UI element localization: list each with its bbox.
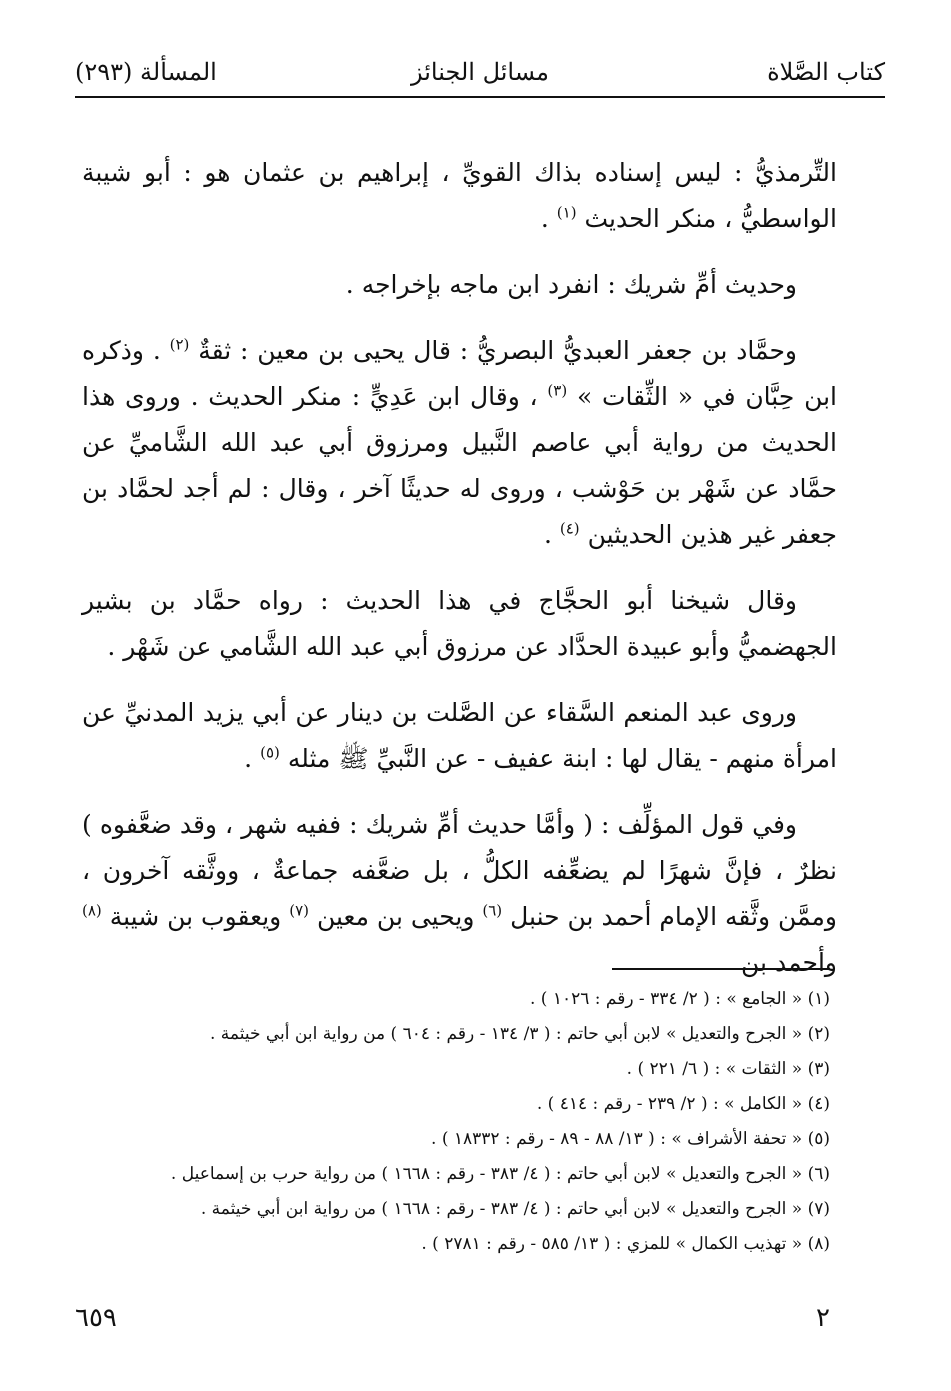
footnote-6: (٦) « الجرح والتعديل » لابن أبي حاتم : ( ٤/ ٣٨٣ - رقم : ١٦٦٨ ) من رواية حرب بن إسماعيل .: [170, 1164, 830, 1184]
footnote-rule: [612, 968, 830, 970]
footnote-ref: (٦): [482, 901, 503, 920]
header-rule: [75, 96, 885, 98]
paragraph-2: وحديث أمِّ شريك : انفرد ابن ماجه بإخراجه .: [345, 270, 797, 299]
footnote-ref: (٧): [289, 901, 309, 920]
footnote-5: (٥) « تحفة الأشراف » : ( ١٣/ ٨٨ - ٨٩ - رقم : ١٨٣٣٢ ) .: [431, 1129, 830, 1149]
footnote-2: (٢) « الجرح والتعديل » لابن أبي حاتم : ( ٣/ ١٣٤ - رقم : ٦٠٤ ) من رواية ابن أبي خيثمة .: [209, 1024, 830, 1044]
paragraph-3: وحمَّاد بن جعفر العبديُّ البصريُّ : قال يحيى بن معين : ثقةٌ $^{(٢)}$ . وذكره ابن حِبَّان في « الثِّقات » $^{(٣)}$ ، وقال ابن عَدِيٍّ : منكر الحديث . وروى هذا الحديث من رواية أبي عاصم النَّبيل ومرزوق أبي عبد الله الشَّاميِّ عن حمَّاد عن شَهْر بن حَوْشب ، وروى له حديثًا آخر ، وقال : لم أجد لحمَّاد بن جعفر غير هذين الحديثين $^{(٤)}$ .: [82, 335, 837, 549]
volume-number: ٢: [816, 1303, 830, 1333]
footnote-ref: (٣): [547, 381, 568, 400]
main-text: [82, 150, 837, 1006]
footnote-ref: (١): [556, 203, 577, 222]
page-number: ٦٥٩: [75, 1303, 117, 1333]
page-footer: [75, 1298, 830, 1338]
footnote-7: (٧) « الجرح والتعديل » لابن أبي حاتم : ( ٤/ ٣٨٣ - رقم : ١٦٦٨ ) من رواية ابن أبي خيثمة .: [200, 1199, 830, 1219]
footnote-4: (٤) « الكامل » : ( ٢/ ٢٣٩ - رقم : ٤١٤ ) .: [536, 1094, 830, 1114]
footnote-ref: (٢): [169, 335, 190, 354]
paragraph-1: التِّرمذيُّ : ليس إسناده بذاك القويِّ ، إبراهيم بن عثمان هو : أبو شيبة الواسطيُّ ، منكر الحديث $^{(١)}$ .: [82, 158, 837, 233]
footnote-8: (٨) « تهذيب الكمال » للمزي : ( ١٣/ ٥٨٥ - رقم : ٢٧٨١ ) .: [421, 1234, 830, 1254]
footnote-ref: (٥): [260, 743, 280, 762]
running-header: [75, 52, 885, 92]
footnote-ref: (٤): [559, 519, 580, 538]
book-title: كتاب الصَّلاة: [767, 58, 885, 86]
chapter-title: مسائل الجنائز: [410, 58, 549, 86]
issue-number: المسألة (٢٩٣): [75, 58, 217, 86]
footnotes: [82, 982, 830, 1262]
footnote-3: (٣) « الثقات » : ( ٦/ ٢٢١ ) .: [626, 1059, 830, 1079]
paragraph-4: وقال شيخنا أبو الحجَّاج في هذا الحديث : رواه حمَّاد بن بشير الجهضميُّ وأبو عبيدة الحدَّاد عن مرزوق أبي عبد الله الشَّامي عن شَهْر .: [82, 586, 837, 661]
footnote-ref: (٨): [82, 901, 102, 920]
paragraph-5: وروى عبد المنعم السَّقاء عن الصَّلت بن دينار عن أبي يزيد المدنيِّ عن امرأة منهم - يقال لها : ابنة عفيف - عن النَّبيِّ ﷺ مثله $^{(٥)}$ .: [82, 698, 837, 773]
paragraph-6: وفي قول المؤلِّف : ( وأمَّا حديث أمِّ شريك : ففيه شهر ، وقد ضعَّفوه ) نظرٌ ، فإنَّ شهرًا لم يضعِّفه الكلُّ ، بل ضعَّفه جماعةٌ ، ووثَّقه آخرون ، وممَّن وثَّقه الإمام أحمد بن حنبل $^{(٦)}$ ويحيى بن معين $^{(٧)}$ ويعقوب بن شيبة $^{(٨)}$ وأحمد بن: [82, 810, 837, 977]
footnote-1: (١) « الجامع » : ( ٢/ ٣٣٤ - رقم : ١٠٢٦ ) .: [529, 989, 830, 1009]
